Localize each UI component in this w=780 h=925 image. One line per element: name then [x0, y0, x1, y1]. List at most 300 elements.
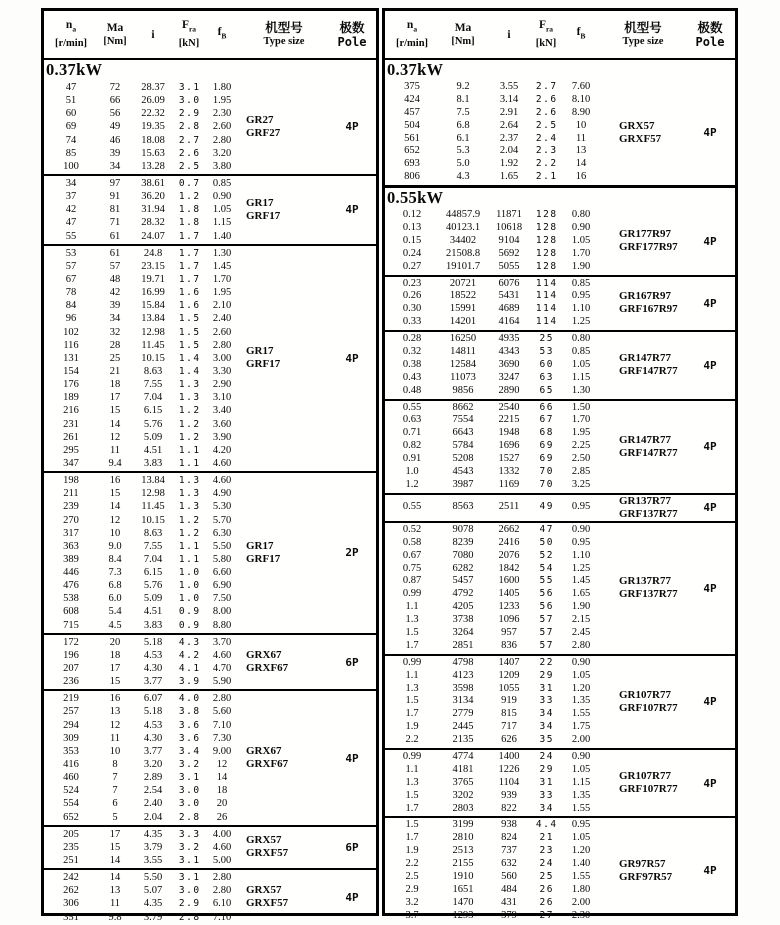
type-size-label: GRXF67 [246, 662, 289, 675]
fra-value: 63 [539, 371, 554, 383]
table-row [44, 391, 240, 404]
i-value: 1405 [498, 588, 520, 600]
na-value: 78 [65, 287, 77, 299]
i-value: 919 [501, 695, 517, 707]
type-size-labels [240, 635, 328, 690]
table-row [385, 871, 601, 884]
i-value: 3.79 [143, 911, 163, 923]
fra-value: 1.1 [178, 444, 201, 456]
type-size-label: GR17 [246, 196, 274, 209]
ma-value: 11 [109, 732, 121, 744]
ma-value: 5208 [452, 453, 474, 465]
na-value: 55 [65, 230, 77, 242]
header-label: F [181, 19, 189, 32]
ma-value: 2779 [452, 708, 474, 720]
i-value: 2416 [498, 536, 520, 548]
ma-value: 42 [109, 287, 121, 299]
fb-value: 1.05 [571, 669, 591, 681]
spec-block [44, 244, 376, 471]
i-value: 12.98 [141, 326, 165, 338]
na-value: 211 [63, 488, 79, 500]
fb-value: 9.00 [212, 745, 232, 757]
i-value: 3.77 [143, 676, 163, 688]
table-row [385, 414, 601, 427]
i-value: 822 [501, 802, 517, 814]
fb-value: 1.70 [571, 247, 591, 259]
na-value: 363 [63, 540, 79, 552]
type-size-label: GR147R77 [619, 433, 671, 446]
na-value: 216 [63, 405, 79, 417]
table-row [44, 758, 240, 771]
fra-value: 34 [539, 708, 554, 720]
table-row [385, 94, 601, 107]
fb-value: 3.60 [212, 418, 232, 430]
na-value: 60 [65, 108, 77, 120]
fb-value: 5.80 [212, 553, 232, 565]
na-value: 0.38 [402, 358, 422, 370]
pole-label: 4P [345, 351, 359, 365]
i-value: 2662 [498, 523, 520, 535]
na-value: 0.26 [402, 290, 422, 302]
i-value: 484 [501, 883, 517, 895]
ma-value: 71 [109, 217, 121, 229]
i-value: 1096 [498, 614, 520, 626]
ma-value: 34402 [449, 234, 477, 246]
ma-value: 5 [112, 811, 118, 823]
fb-value: 3.80 [212, 160, 232, 172]
fra-value: 1.7 [178, 230, 201, 242]
header-label: 极数 [339, 20, 365, 35]
fb-value: 5.00 [212, 855, 232, 867]
ma-value: 11 [109, 898, 121, 910]
na-value: 317 [63, 527, 79, 539]
table-row [385, 316, 601, 329]
ma-value: 6.0 [108, 593, 122, 605]
data-rows [385, 495, 601, 521]
header-unit: [Nm] [451, 35, 475, 47]
pole-label: 4P [345, 120, 359, 134]
pole-label: 4P [703, 695, 717, 709]
i-value: 431 [501, 896, 517, 908]
fb-value: 1.45 [212, 260, 232, 272]
fb-value: 0.90 [212, 191, 232, 203]
table-row [44, 579, 240, 592]
data-rows [385, 818, 601, 923]
fb-value: 1.95 [212, 95, 232, 107]
table-row [385, 453, 601, 466]
i-value: 23.15 [141, 260, 165, 272]
fra-value: 4.3 [178, 636, 201, 648]
na-value: 1.3 [405, 614, 419, 626]
ma-value: 2513 [452, 845, 474, 857]
table-row [385, 588, 601, 601]
table-row [44, 286, 240, 299]
fb-value: 1.20 [571, 845, 591, 857]
fra-value: 23 [539, 845, 554, 857]
fb-value: 1.20 [571, 682, 591, 694]
fb-value: 1.05 [571, 234, 591, 246]
ma-value: 46 [109, 134, 121, 146]
i-value: 5.09 [143, 431, 163, 443]
fb-value: 1.05 [571, 763, 591, 775]
fra-value: 33 [539, 789, 554, 801]
table-row [385, 858, 601, 871]
fra-value: 1.7 [178, 247, 201, 259]
fra-value: 2.7 [535, 81, 558, 92]
header-subscript: a [413, 24, 418, 34]
table-row [385, 402, 601, 415]
na-value: 100 [63, 160, 79, 172]
fb-value: 0.85 [212, 177, 232, 189]
data-rows [385, 332, 601, 398]
ma-value: 57 [109, 260, 121, 272]
na-value: 306 [63, 898, 79, 910]
na-value: 257 [63, 706, 79, 718]
i-value: 1104 [498, 776, 520, 788]
fb-value: 0.80 [571, 333, 591, 345]
table-row [44, 190, 240, 203]
fb-value: 2.80 [571, 639, 591, 651]
i-value: 5.18 [143, 636, 163, 648]
na-value: 0.67 [402, 549, 422, 561]
pole-label: 4P [345, 751, 359, 765]
i-value: 5.09 [143, 593, 163, 605]
i-value: 1.65 [499, 171, 519, 183]
i-value: 7.04 [143, 553, 163, 565]
na-value: 0.63 [402, 414, 422, 426]
fra-value: 31 [539, 682, 554, 694]
column-header-fra [531, 11, 561, 58]
fra-value: 1.2 [178, 418, 201, 430]
fb-value: 3.00 [212, 352, 232, 364]
table-row [44, 352, 240, 365]
ma-value: 14 [109, 501, 121, 513]
ma-value: 4774 [452, 750, 474, 762]
fra-value: 2.8 [178, 811, 201, 823]
na-value: 524 [63, 785, 79, 797]
fb-value: 14 [575, 158, 587, 170]
type-size-label: GRF17 [246, 358, 281, 371]
fra-value: 3.1 [178, 855, 201, 867]
fra-value: 66 [539, 401, 554, 413]
pole-label: 4P [703, 776, 717, 790]
fra-value: 69 [539, 453, 554, 465]
fb-value: 6.60 [212, 567, 232, 579]
fb-value: 16 [575, 171, 587, 183]
na-value: 0.23 [402, 277, 422, 289]
table-row [44, 94, 240, 107]
table-row [44, 797, 240, 810]
ma-value: 7080 [452, 549, 474, 561]
i-value: 13.28 [141, 160, 165, 172]
ma-value: 1470 [452, 896, 474, 908]
table-row [44, 500, 240, 513]
ma-value: 44857.9 [445, 209, 481, 221]
ma-value: 72 [109, 82, 121, 93]
data-rows [385, 401, 601, 493]
na-value: 231 [63, 418, 79, 430]
pole-label: 4P [703, 864, 717, 878]
ma-value: 14201 [449, 316, 477, 328]
ma-value: 9078 [452, 523, 474, 535]
fra-value: 1.2 [178, 405, 201, 417]
na-value: 693 [404, 158, 420, 170]
fb-value: 8.00 [212, 606, 232, 618]
ma-value: 16 [109, 475, 121, 487]
na-value: 1.1 [405, 669, 419, 681]
header-unit: [kN] [535, 37, 557, 49]
table-row [44, 273, 240, 286]
spec-block [385, 208, 735, 274]
fb-value: 0.95 [571, 501, 591, 513]
fra-value: 1.2 [178, 514, 201, 526]
i-value: 2.54 [143, 785, 163, 797]
na-value: 37 [65, 191, 77, 203]
header-label: 机型号 [265, 20, 303, 35]
fra-value: 2.1 [535, 171, 558, 183]
na-value: 270 [63, 514, 79, 526]
fra-value: 1.0 [178, 567, 201, 579]
table-row [44, 636, 240, 649]
table-row [44, 911, 240, 924]
type-size-labels [240, 176, 328, 244]
i-value: 2076 [498, 549, 520, 561]
table-row [44, 247, 240, 260]
fra-value: 3.1 [178, 872, 201, 884]
data-rows [44, 246, 240, 471]
spec-block [44, 174, 376, 244]
data-rows [44, 473, 240, 633]
header-unit: [r/min] [395, 37, 429, 49]
ma-value: 3264 [452, 626, 474, 638]
pole-label: 4P [703, 234, 717, 248]
column-header-ma [439, 11, 487, 58]
fra-value: 3.6 [178, 732, 201, 744]
fra-value: 69 [539, 440, 554, 452]
header-subscript: B [221, 31, 227, 41]
table-row [385, 427, 601, 440]
fb-value: 0.85 [571, 277, 591, 289]
fb-value: 5.60 [212, 706, 232, 718]
fb-value: 8.10 [571, 93, 591, 105]
header-unit: Type size [263, 36, 305, 47]
table-row [44, 566, 240, 579]
power-section [44, 60, 376, 925]
na-value: 608 [63, 606, 79, 618]
type-size-label: GRX67 [246, 649, 282, 662]
table-row [385, 479, 601, 492]
ma-value: 15 [109, 488, 121, 500]
table-row [385, 209, 601, 222]
i-value: 1407 [498, 656, 520, 668]
i-value: 379 [501, 909, 517, 921]
na-value: 172 [63, 636, 79, 648]
type-size-labels [601, 80, 685, 185]
fb-value: 4.60 [212, 841, 232, 853]
table-row [385, 440, 601, 453]
fra-value: 114 [535, 303, 558, 315]
ma-value: 15991 [449, 303, 477, 315]
na-value: 0.12 [402, 209, 422, 221]
i-value: 18.08 [141, 134, 165, 146]
fb-value: 2.40 [212, 313, 232, 325]
ma-value: 7.3 [108, 567, 122, 579]
fb-value: 1.35 [571, 789, 591, 801]
ma-value: 9.0 [108, 540, 122, 552]
ma-value: 8.1 [456, 93, 470, 105]
table-row [385, 884, 601, 897]
fb-value: 0.95 [571, 290, 591, 302]
table-row [44, 444, 240, 457]
na-value: 47 [65, 82, 77, 93]
fra-value: 3.0 [178, 798, 201, 810]
fra-value: 1.2 [178, 527, 201, 539]
na-value: 189 [63, 392, 79, 404]
fb-value: 1.15 [571, 371, 591, 383]
table-row [44, 897, 240, 910]
na-value: 198 [63, 475, 79, 487]
table-row [44, 418, 240, 431]
na-value: 205 [63, 828, 79, 840]
na-value: 1.5 [405, 819, 419, 831]
table-row [385, 261, 601, 274]
header-unit: [Nm] [103, 35, 127, 47]
spec-block [44, 80, 376, 174]
spec-block [385, 816, 735, 923]
fb-value: 0.90 [571, 222, 591, 234]
type-size-label: GRF137R77 [619, 588, 678, 601]
fra-value: 1.1 [178, 540, 201, 552]
i-value: 632 [501, 858, 517, 870]
na-value: 806 [404, 171, 420, 183]
i-value: 560 [501, 870, 517, 882]
na-value: 0.27 [402, 260, 422, 272]
data-rows [385, 277, 601, 331]
fb-value: 6.10 [212, 898, 232, 910]
type-size-label: GR107R77 [619, 770, 671, 783]
header-label: n [65, 19, 73, 32]
fb-value: 1.10 [571, 549, 591, 561]
type-size-label: GR17 [246, 345, 274, 358]
table-row [385, 832, 601, 845]
na-value: 424 [404, 93, 420, 105]
i-value: 15.84 [141, 300, 165, 312]
ma-value: 14811 [450, 346, 476, 358]
i-value: 3.79 [143, 841, 163, 853]
fb-value: 2.60 [212, 326, 232, 338]
na-value: 57 [65, 260, 77, 272]
na-value: 0.32 [402, 346, 422, 358]
fb-value: 2.80 [212, 885, 232, 897]
fra-value: 1.4 [178, 365, 201, 377]
table-row [385, 290, 601, 303]
i-value: 5431 [498, 290, 520, 302]
header-unit: [r/min] [54, 37, 88, 49]
i-value: 4.30 [143, 663, 163, 675]
fra-value: 1.8 [178, 217, 201, 229]
fra-value: 2.9 [178, 898, 201, 910]
fra-value: 21 [539, 832, 554, 844]
fra-value: 22 [539, 656, 554, 668]
ma-value: 4798 [452, 656, 474, 668]
na-value: 389 [63, 553, 79, 565]
na-value: 0.33 [402, 316, 422, 328]
i-value: 5.50 [143, 872, 163, 884]
fb-value: 20 [216, 798, 228, 810]
type-size-labels [240, 691, 328, 824]
fra-value: 2.3 [535, 145, 558, 157]
i-value: 626 [501, 734, 517, 746]
spec-block [44, 689, 376, 824]
table-row [385, 107, 601, 120]
ma-value: 56 [109, 108, 121, 120]
fb-value: 1.55 [571, 802, 591, 814]
na-value: 2.2 [405, 858, 419, 870]
i-value: 2.91 [499, 106, 519, 118]
i-value: 2.04 [499, 145, 519, 157]
header-label: n [406, 19, 414, 32]
fb-value: 2.50 [571, 453, 591, 465]
fra-value: 68 [539, 427, 554, 439]
fra-value: 2.8 [178, 911, 201, 923]
table-row [385, 145, 601, 158]
table-row [44, 404, 240, 417]
table-row [385, 721, 601, 734]
fra-value: 1.3 [178, 488, 201, 500]
table-row [385, 614, 601, 627]
na-value: 1.9 [405, 721, 419, 733]
i-value: 24.8 [143, 247, 163, 259]
table-row [44, 299, 240, 312]
fra-value: 56 [539, 601, 554, 613]
fra-value: 2.9 [178, 108, 201, 120]
fb-value: 0.90 [571, 750, 591, 762]
ma-value: 13 [109, 706, 121, 718]
fra-value: 3.1 [178, 772, 201, 784]
fra-value: 1.4 [178, 352, 201, 364]
ma-value: 2803 [452, 802, 474, 814]
type-size-label: GR177R97 [619, 228, 671, 241]
i-value: 4.35 [143, 898, 163, 910]
na-value: 1.3 [405, 776, 419, 788]
i-value: 6.15 [143, 405, 163, 417]
na-value: 236 [63, 676, 79, 688]
fb-value: 1.40 [571, 858, 591, 870]
na-value: 47 [65, 217, 77, 229]
table-row [385, 466, 601, 479]
ma-value: 3765 [452, 776, 474, 788]
fra-value: 1.8 [178, 204, 201, 216]
column-header-type-size [240, 11, 328, 58]
table-row [44, 457, 240, 470]
type-size-label: GRF97R57 [619, 870, 673, 883]
header-label: F [538, 19, 546, 32]
spec-block [385, 521, 735, 654]
table-row [44, 514, 240, 527]
na-value: 3.2 [405, 896, 419, 908]
i-value: 3690 [498, 358, 520, 370]
na-value: 0.30 [402, 303, 422, 315]
ma-value: 12584 [449, 358, 477, 370]
table-row [44, 160, 240, 173]
column-header-type-size [601, 11, 685, 58]
ma-value: 61 [109, 247, 121, 259]
ma-value: 21 [109, 365, 121, 377]
na-value: 67 [65, 273, 77, 285]
i-value: 5692 [498, 247, 520, 259]
type-size-label: GR107R77 [619, 688, 671, 701]
header-unit: Pole [337, 35, 367, 49]
